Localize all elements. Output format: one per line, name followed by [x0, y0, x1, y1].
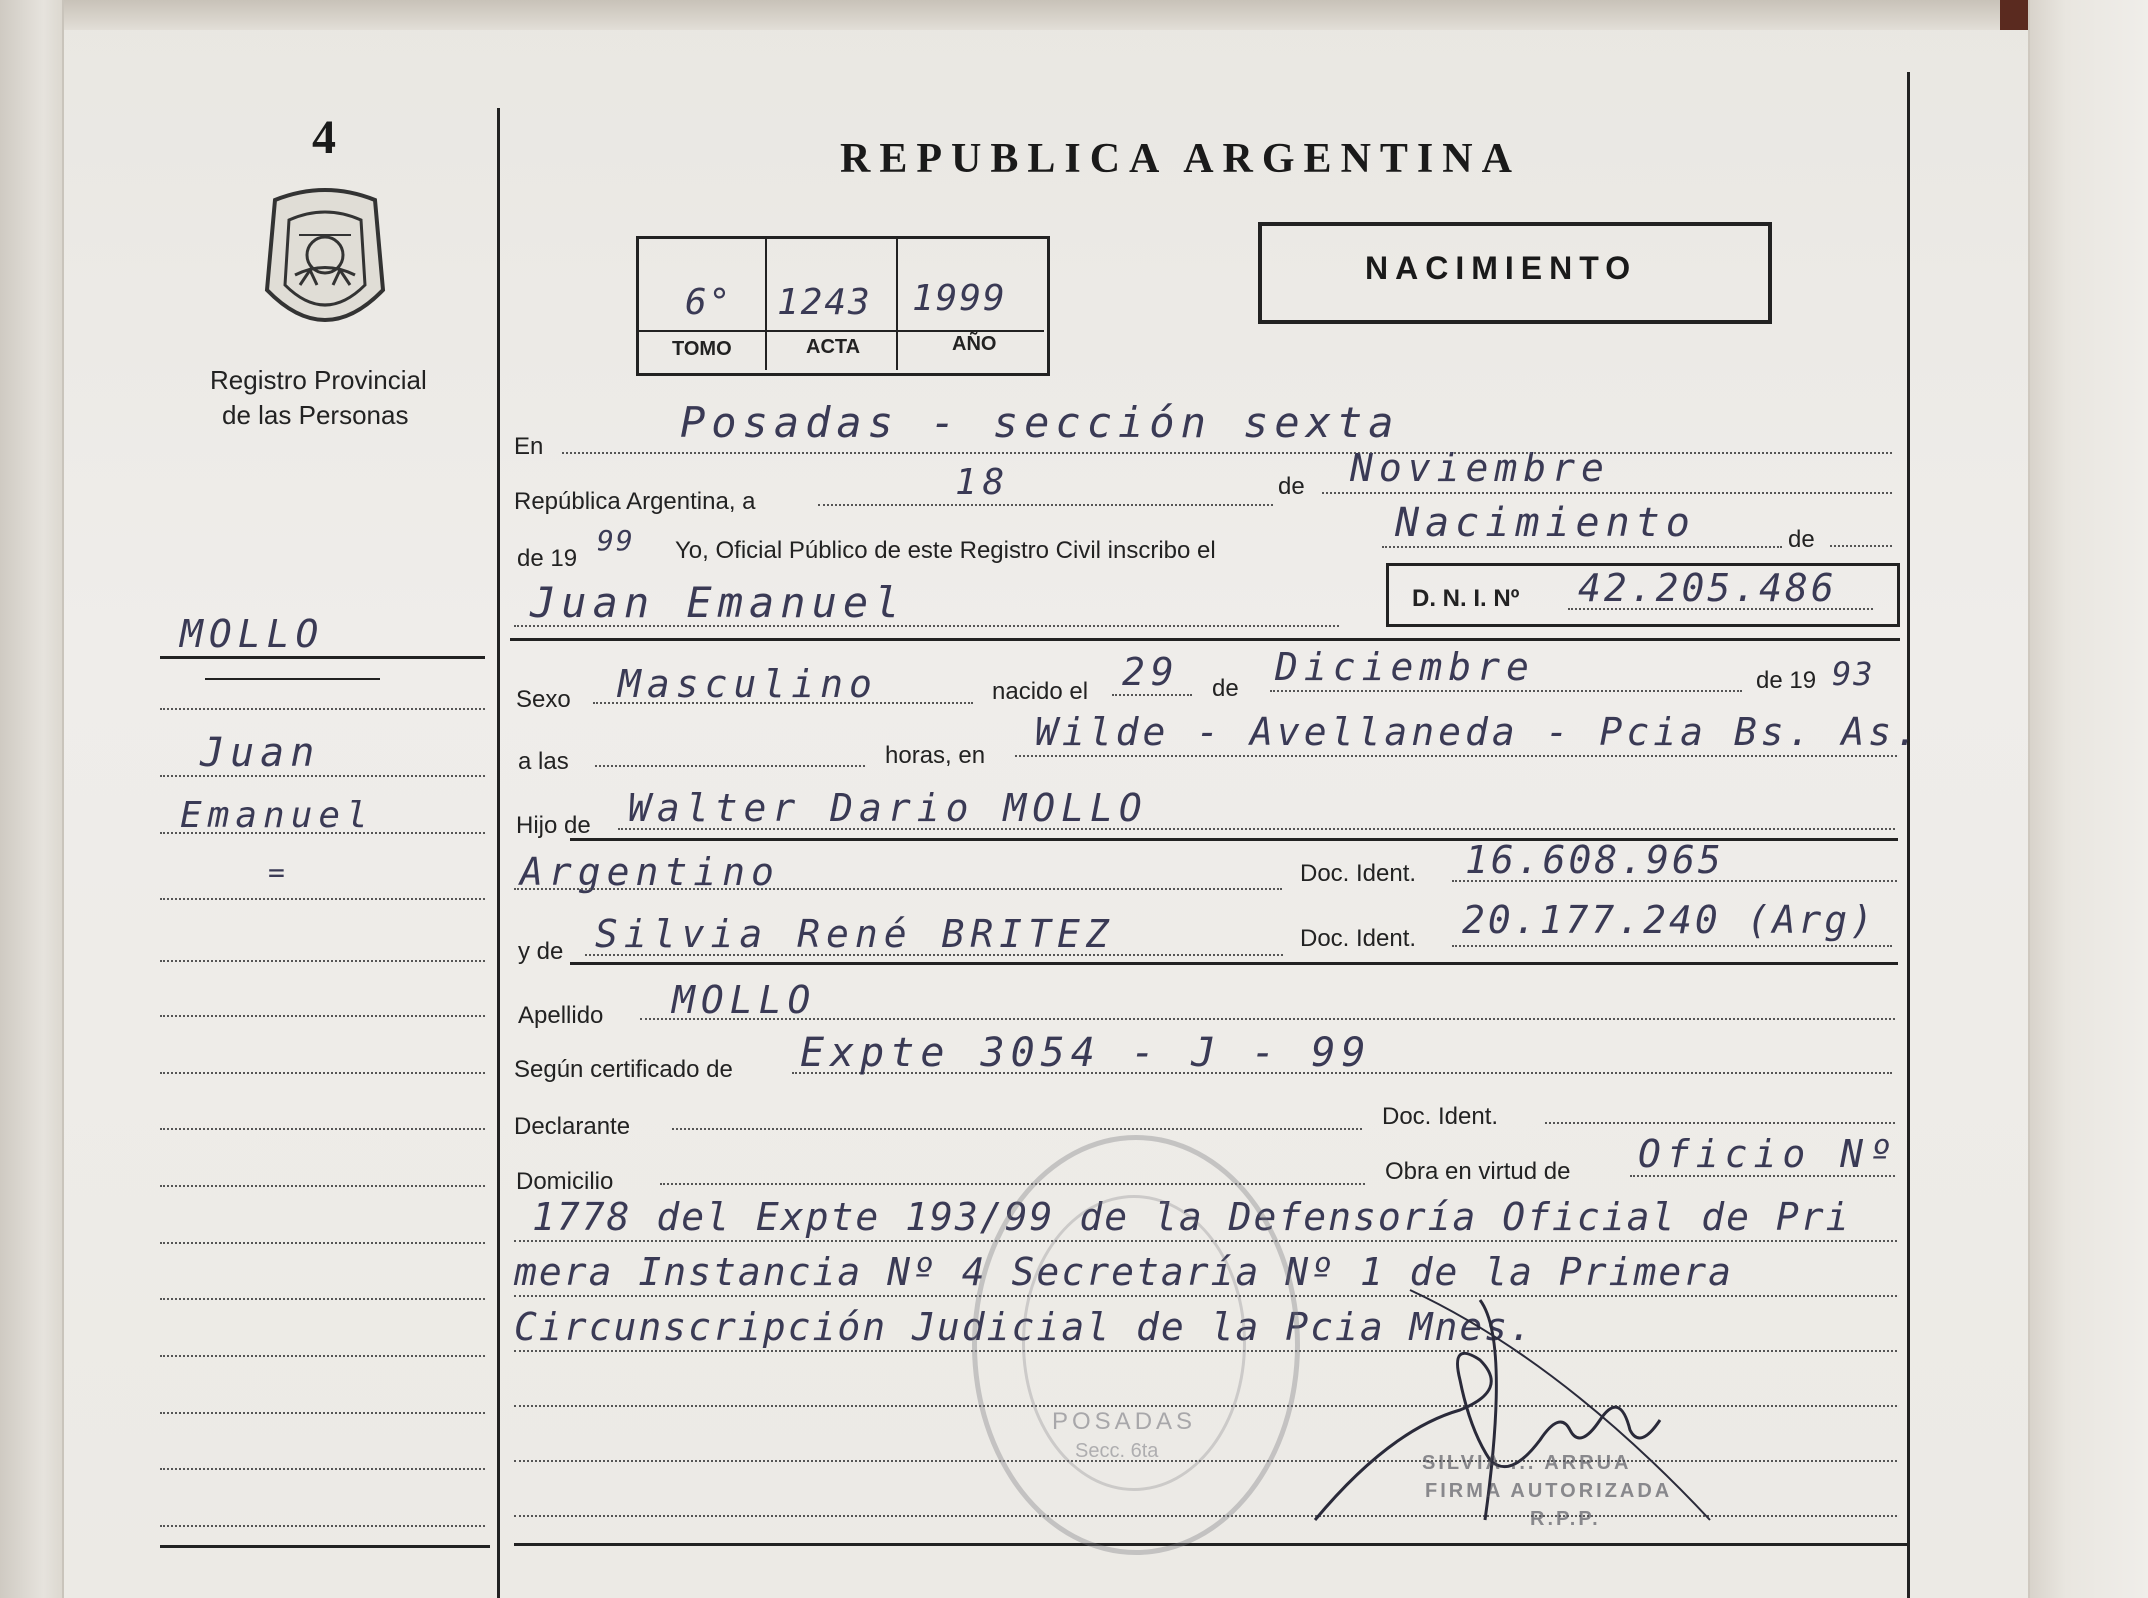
tomo-label: TOMO [672, 338, 732, 360]
year-suffix-value: 99 [597, 524, 635, 557]
margin-bottom-rule [160, 1545, 490, 1548]
signature-office: R.P.P. [1530, 1508, 1601, 1530]
day-line [818, 504, 1273, 506]
de-label-3: de [1212, 675, 1239, 702]
nacido-label: nacido el [992, 678, 1089, 705]
signature-title: FIRMA AUTORIZADA [1425, 1480, 1673, 1502]
body-line-3: Circunscripción Judicial de la Pcia Mnes. [514, 1305, 1534, 1349]
de-label: de [1278, 473, 1305, 500]
section-rule [510, 638, 1900, 641]
margin-mark: = [268, 856, 291, 889]
mother-rule [570, 962, 1898, 965]
domicilio-label: Domicilio [516, 1168, 614, 1195]
stamp-section: Secc. 6ta [1075, 1440, 1159, 1462]
domicilio-line [660, 1183, 1365, 1185]
nationality-line [514, 888, 1282, 890]
registry-title-line1: Registro Provincial [210, 365, 427, 395]
birth-place-value: Wilde - Avellaneda - Pcia Bs. As. [1035, 710, 1922, 754]
horas-label: horas, en [885, 742, 986, 769]
margin-line [160, 1355, 485, 1357]
misiones-coat-of-arms-icon [255, 180, 395, 345]
margin-line [160, 1185, 485, 1187]
record-type-label: NACIMIENTO [1365, 250, 1638, 286]
father-doc-value: 16.608.965 [1465, 838, 1724, 882]
margin-line [160, 1298, 485, 1300]
en-label: En [514, 433, 544, 460]
father-nationality-value: Argentino [520, 850, 780, 894]
father-value: Walter Dario MOLLO [628, 786, 1148, 830]
margin-line [160, 960, 485, 962]
y-de-label: y de [518, 938, 564, 965]
book-top-edge [0, 0, 2148, 30]
record-type-line [1382, 546, 1782, 548]
margin-line [160, 775, 485, 777]
name-line [514, 625, 1339, 627]
margin-line [160, 1015, 485, 1017]
declarante-line [672, 1128, 1362, 1130]
registry-title-line2: de las Personas [222, 400, 409, 430]
republica-label: República Argentina, a [514, 488, 756, 515]
sex-value: Masculino [618, 662, 878, 706]
margin-line [160, 1525, 485, 1527]
birth-year-value: 93 [1832, 655, 1875, 693]
place-value: Posadas - sección sexta [680, 398, 1400, 447]
margin-line [160, 1412, 485, 1414]
margin-line [160, 898, 485, 900]
stamp-city: POSADAS [1052, 1408, 1197, 1435]
ano-value: 1999 [912, 278, 1007, 319]
mother-doc-value: 20.177.240 (Arg) [1462, 898, 1877, 942]
record-type-value: Nacimiento [1395, 500, 1696, 546]
country-title: REPUBLICA ARGENTINA [840, 136, 1521, 182]
table-divider [636, 330, 1044, 332]
de-label-2: de [1788, 526, 1815, 553]
ano-label: AÑO [952, 333, 997, 355]
page-number: 4 [312, 111, 336, 164]
margin-line [160, 1128, 485, 1130]
margin-line [160, 1468, 485, 1470]
obra-value: Oficio Nº [1638, 1132, 1898, 1176]
name-value: Juan Emanuel [530, 578, 906, 627]
sexo-label: Sexo [516, 686, 571, 713]
bottom-rule [514, 1543, 1907, 1546]
a-las-label: a las [518, 748, 569, 775]
doc-ident-label-2: Doc. Ident. [1300, 925, 1417, 952]
dni-label: D. N. I. Nº [1412, 585, 1520, 612]
de-19-label: de 19 [517, 545, 578, 572]
margin-given-name-1: Juan [200, 730, 321, 776]
doc-ident-label-3: Doc. Ident. [1382, 1103, 1499, 1130]
oficial-label: Yo, Oficial Público de este Registro Civil inscribo el [675, 537, 1216, 564]
declarante-label: Declarante [514, 1113, 631, 1140]
birth-day-value: 29 [1122, 650, 1180, 694]
column-divider [497, 108, 500, 1598]
birth-place-line [1015, 755, 1897, 757]
margin-line [160, 832, 485, 834]
surname-value: MOLLO [672, 978, 817, 1022]
de-19b-label: de 19 [1756, 667, 1817, 694]
day-value: 18 [955, 462, 1011, 503]
next-page-edge [2028, 0, 2148, 1598]
declarante-doc-line [1545, 1122, 1895, 1124]
tomo-value: 6° [685, 282, 733, 323]
acta-value: 1243 [777, 282, 872, 323]
right-frame-line [1907, 72, 1910, 1598]
birth-month-line [1270, 690, 1742, 692]
mother-value: Silvia René BRITEZ [595, 912, 1115, 956]
dni-value: 42.205.486 [1578, 566, 1837, 610]
margin-given-name-2: Emanuel [180, 795, 374, 836]
hours-line [595, 765, 865, 767]
doc-ident-label-1: Doc. Ident. [1300, 860, 1417, 887]
margin-line [160, 708, 485, 710]
signature-name: SILVIA ... ARRUA [1422, 1452, 1632, 1474]
book-binding [0, 0, 64, 1598]
body-line-1: 1778 del Expte 193/99 de la Defensoría Oficial de Pri [532, 1195, 1851, 1239]
margin-surname: MOLLO [180, 612, 325, 656]
hijo-label: Hijo de [516, 812, 591, 839]
apellido-line [640, 1018, 1895, 1020]
surname-underline [205, 678, 380, 680]
month-value: Noviembre [1350, 446, 1610, 490]
table-divider [896, 236, 898, 370]
table-divider [765, 236, 767, 370]
obra-label: Obra en virtud de [1385, 1158, 1571, 1185]
apellido-label: Apellido [518, 1002, 604, 1029]
margin-line [160, 1072, 485, 1074]
margin-line [160, 1242, 485, 1244]
margin-rule [160, 656, 485, 659]
month-line [1322, 492, 1892, 494]
body-line-2: mera Instancia Nº 4 Secretaría Nº 1 de la Primera [514, 1250, 1734, 1294]
birth-day-line [1112, 694, 1192, 696]
acta-label: ACTA [806, 336, 861, 358]
birth-month-value: Diciembre [1275, 645, 1535, 689]
segun-label: Según certificado de [514, 1056, 733, 1083]
mother-doc-line [1452, 945, 1892, 947]
de-line [1830, 545, 1892, 547]
en-line [562, 452, 1892, 454]
certificate-value: Expte 3054 - J - 99 [800, 1030, 1372, 1076]
